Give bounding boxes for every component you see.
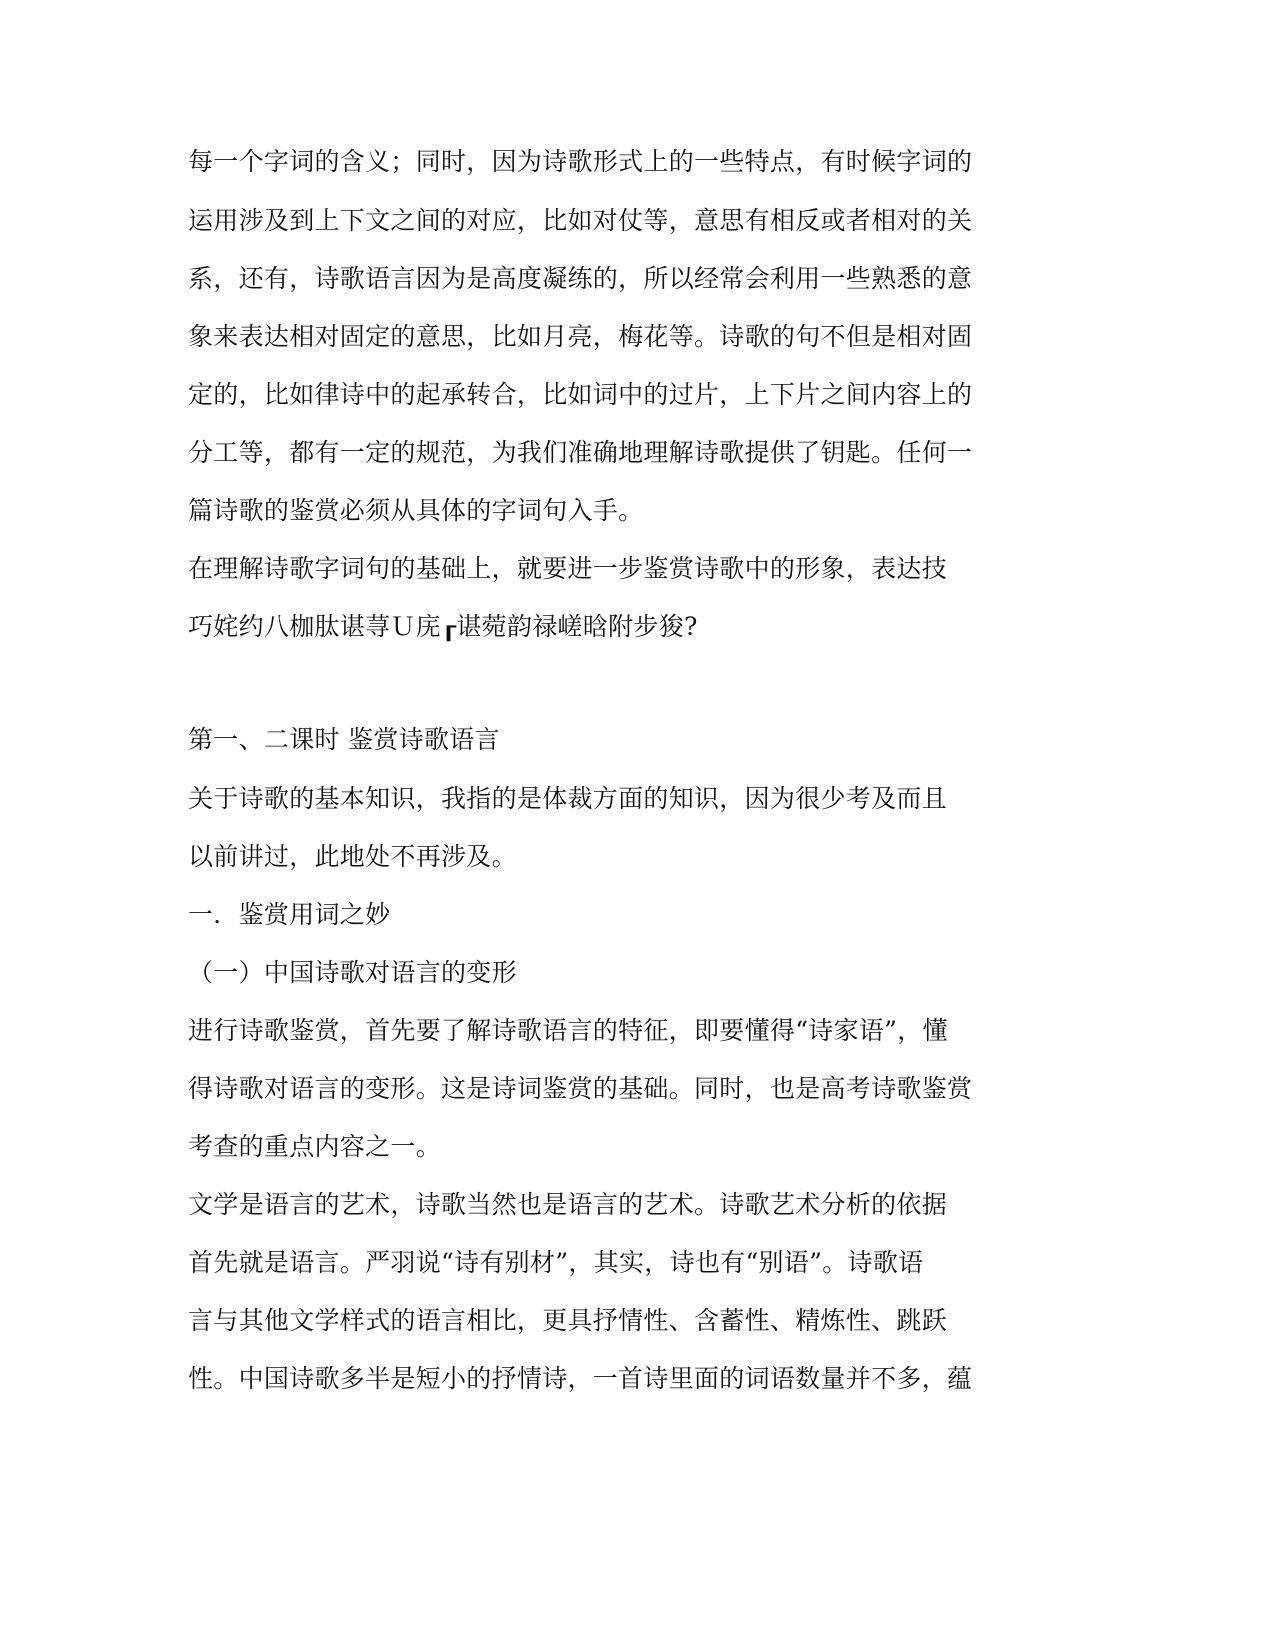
section-heading: 第一、二课时 鉴赏诗歌语言 — [188, 725, 500, 754]
paragraph-line: 首先就是语言。严羽说“诗有别材”，其实，诗也有“别语”。诗歌语 — [188, 1248, 924, 1277]
paragraph-line: 性。中国诗歌多半是短小的抒情诗，一首诗里面的词语数量并不多，蕴 — [188, 1364, 973, 1393]
paragraph-line: 以前讲过，此地处不再涉及。 — [188, 842, 517, 871]
paragraph-line: 考查的重点内容之一。 — [188, 1132, 442, 1161]
subheading: （一）中国诗歌对语言的变形 — [188, 958, 517, 987]
paragraph-line: 篇诗歌的鉴赏必须从具体的字词句入手。 — [188, 496, 644, 525]
paragraph-line: 分工等，都有一定的规范，为我们准确地理解诗歌提供了钥匙。任何一 — [188, 438, 973, 467]
paragraph-line: 言与其他文学样式的语言相比，更具抒情性、含蓄性、精炼性、跳跃 — [188, 1306, 948, 1335]
paragraph-line: 进行诗歌鉴赏，首先要了解诗歌语言的特征，即要懂得“诗家语”，懂 — [188, 1016, 948, 1045]
paragraph-line: 系，还有，诗歌语言因为是高度凝练的，所以经常会利用一些熟悉的意 — [188, 264, 973, 293]
paragraph-line: 每一个字词的含义；同时，因为诗歌形式上的一些特点，有时候字词的 — [188, 147, 973, 176]
paragraph-line: 象来表达相对固定的意思，比如月亮，梅花等。诗歌的句不但是相对固 — [188, 322, 973, 351]
paragraph-line: 在理解诗歌字词句的基础上，就要进一步鉴赏诗歌中的形象，表达技 — [188, 554, 948, 583]
paragraph-line: 巧姹约八枷肽谌荨Ｕ庑┎谌菀韵禄嵯晗附步狻? — [188, 612, 698, 641]
subheading: 一．鉴赏用词之妙 — [188, 900, 391, 929]
paragraph-line: 得诗歌对语言的变形。这是诗词鉴赏的基础。同时，也是高考诗歌鉴赏 — [188, 1074, 973, 1103]
paragraph-line: 关于诗歌的基本知识，我指的是体裁方面的知识，因为很少考及而且 — [188, 784, 948, 813]
paragraph-line: 文学是语言的艺术，诗歌当然也是语言的艺术。诗歌艺术分析的依据 — [188, 1190, 948, 1219]
paragraph-line: 定的，比如律诗中的起承转合，比如词中的过片，上下片之间内容上的 — [188, 380, 973, 409]
paragraph-line: 运用涉及到上下文之间的对应，比如对仗等，意思有相反或者相对的关 — [188, 206, 973, 235]
